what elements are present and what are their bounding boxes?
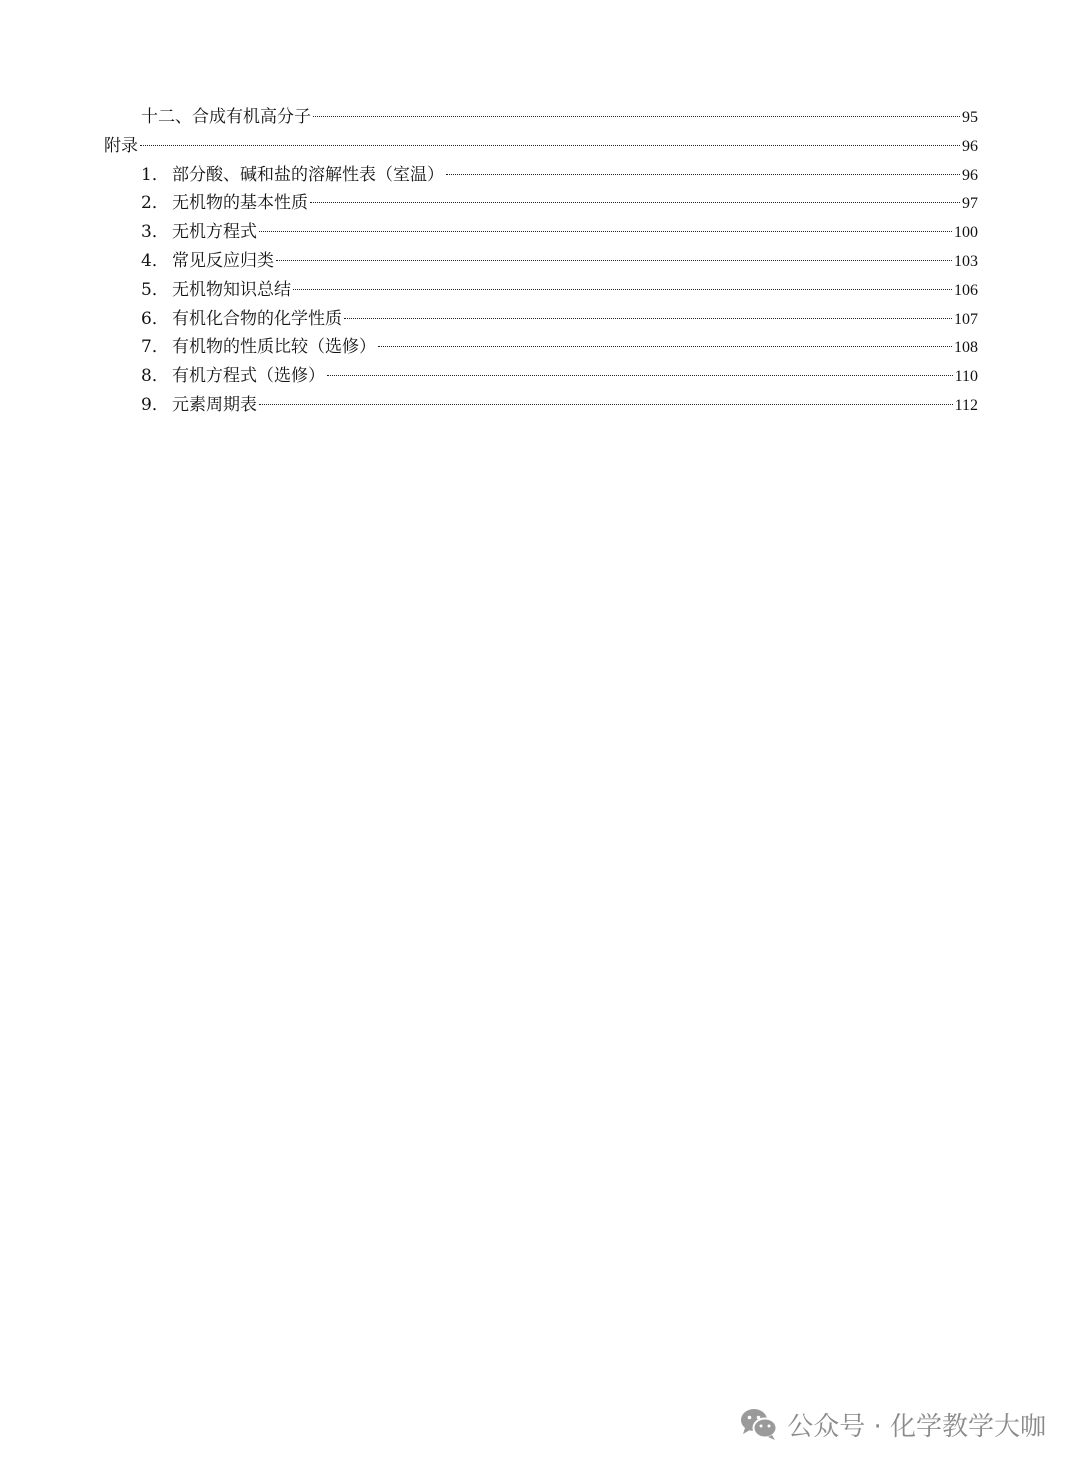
toc-item-title: 有机化合物的化学性质 <box>172 308 342 329</box>
toc-page-number: 107 <box>954 310 978 328</box>
toc-item-title: 无机物的基本性质 <box>172 193 308 214</box>
toc-page-number: 108 <box>954 339 978 357</box>
toc-item-number: 2． <box>141 193 169 214</box>
toc-entry[interactable] <box>104 161 978 190</box>
toc-page-number: 96 <box>962 166 978 184</box>
toc-label <box>141 391 257 420</box>
toc-entry[interactable] <box>104 247 978 276</box>
toc-item-title: 无机方程式 <box>172 222 257 243</box>
toc-dot-leader <box>259 404 953 405</box>
toc-item-title: 无机物知识总结 <box>172 279 291 300</box>
toc-dot-leader <box>310 202 960 203</box>
toc-entry[interactable] <box>104 276 978 305</box>
toc-item-number: 9． <box>141 394 169 415</box>
toc-label <box>141 218 257 247</box>
wechat-icon <box>739 1407 779 1441</box>
toc-item-title: 有机物的性质比较（选修） <box>172 337 376 358</box>
toc-entry[interactable] <box>104 189 978 218</box>
toc-item-number: 8． <box>141 366 169 387</box>
toc-entry[interactable] <box>104 218 978 247</box>
toc-item-title: 元素周期表 <box>172 394 257 415</box>
toc-label <box>141 276 291 305</box>
toc-item-number: 3． <box>141 222 169 243</box>
toc-label <box>141 247 274 276</box>
toc-label: 十二、合成有机高分子 <box>141 107 311 127</box>
toc-dot-leader <box>378 346 952 347</box>
toc-label <box>141 161 444 190</box>
toc-item-number: 5． <box>141 279 169 300</box>
toc-label: 附录 <box>104 135 138 156</box>
toc-dot-leader <box>259 231 952 232</box>
toc-item-title: 常见反应归类 <box>172 250 274 271</box>
toc-label <box>141 333 376 362</box>
toc-page-number: 103 <box>954 252 978 270</box>
toc-dot-leader <box>140 145 960 146</box>
toc-page-number: 96 <box>962 137 978 155</box>
toc-label <box>141 305 342 334</box>
toc-dot-leader <box>293 289 952 290</box>
toc-item-number: 6． <box>141 308 169 329</box>
toc-entry[interactable] <box>104 305 978 334</box>
toc-page-number: 100 <box>954 224 978 242</box>
toc-dot-leader <box>327 375 953 376</box>
toc-item-title: 有机方程式（选修） <box>172 366 325 387</box>
watermark <box>739 1404 1046 1444</box>
toc-entry[interactable] <box>104 362 978 391</box>
toc-item-number: 7． <box>141 337 169 358</box>
toc-dot-leader <box>446 174 960 175</box>
toc-entry[interactable] <box>104 333 978 362</box>
toc-page-number: 110 <box>954 368 978 386</box>
toc-page-number: 106 <box>954 281 978 299</box>
toc-item-number: 4． <box>141 250 169 271</box>
watermark-text: 公众号 · 化学教学大咖 <box>787 1411 1046 1442</box>
table-of-contents <box>104 103 978 420</box>
toc-label <box>141 362 325 391</box>
toc-page-number: 97 <box>962 195 978 213</box>
toc-label <box>141 189 308 218</box>
toc-entry[interactable] <box>104 391 978 420</box>
toc-dot-leader <box>313 116 960 117</box>
toc-dot-leader <box>276 260 952 261</box>
toc-item-title: 部分酸、碱和盐的溶解性表（室温） <box>172 164 444 185</box>
toc-entry[interactable] <box>104 103 978 132</box>
toc-page-number: 95 <box>962 109 978 126</box>
toc-page-number: 112 <box>954 396 978 414</box>
toc-item-number: 1． <box>141 164 169 185</box>
toc-dot-leader <box>344 318 952 319</box>
toc-entry[interactable] <box>104 132 978 161</box>
